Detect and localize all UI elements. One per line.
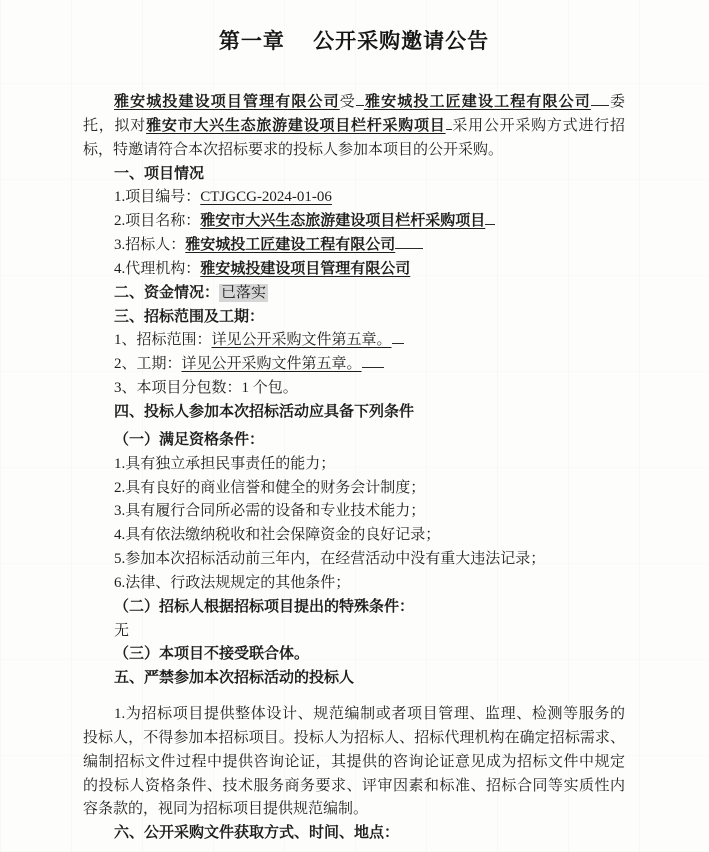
underline-pad: [392, 330, 404, 344]
package-label: 3、本项目分包数：: [114, 380, 242, 397]
duration-value: 详见公开采购文件第五章。: [181, 356, 362, 373]
intro-line-2: [83, 115, 625, 139]
agency-name: 雅安城投建设项目管理有限公司: [114, 94, 340, 110]
qualification-subheading: （一）满足资格条件：: [114, 431, 265, 448]
condition-item: 3.具有履行合同所必需的设备和专业技术能力；: [114, 503, 426, 520]
agent-row: [83, 258, 625, 282]
section-heading-scope: 三、招标范围及工期：: [114, 308, 265, 325]
section-heading-obtain: 六、公开采购文件获取方式、时间、地点：: [114, 825, 400, 842]
prohibited-paragraph-line: 投标人，不得参加本招标项目。投标人为招标人、招标代理机构在确定招标需求、: [83, 729, 625, 746]
project-name: 雅安市大兴生态旅游建设项目栏杆采购项目: [146, 117, 446, 134]
scope-label: 1、招标范围：: [114, 332, 212, 349]
underline-pad: [362, 354, 384, 368]
intro-entrust: 委: [608, 94, 625, 110]
prohibited-paragraph-line: 的投标人资格条件、技术服务商务要求、评审因素和标准、招标合同等实质性内: [83, 777, 625, 794]
underline-pad: [485, 211, 495, 225]
underline-pad: [591, 92, 609, 106]
project-number-row: [83, 186, 625, 210]
project-number-label: 1.项目编号：: [114, 189, 201, 206]
condition-item: 4.具有依法缴纳税收和社会保障资金的良好记录；: [114, 527, 441, 544]
fund-row: [83, 282, 625, 306]
intro-line-1: [83, 91, 625, 115]
scope-row: [83, 329, 625, 353]
agent-label: 4.代理机构：: [114, 260, 201, 277]
package-value: 1 个包。: [241, 380, 298, 397]
section-heading-project: 一、项目情况: [114, 165, 205, 182]
client-name: 雅安城投工匠建设工程有限公司: [363, 94, 591, 110]
page-title: 第一章 公开采购邀请公告: [218, 29, 490, 53]
special-conditions-subheading: （二）招标人根据招标项目提出的特殊条件：: [114, 598, 415, 615]
duration-row: [83, 353, 625, 377]
underline-pad: [395, 235, 423, 249]
tenderer-value: 雅安城投工匠建设工程有限公司: [185, 237, 396, 254]
consortium-subheading: （三）本项目不接受联合体。: [114, 646, 310, 663]
tenderer-row: [83, 234, 625, 258]
project-name-value: 雅安市大兴生态旅游建设项目栏杆采购项目: [200, 213, 486, 230]
project-name-label: 2.项目名称：: [114, 213, 201, 230]
fund-status: 已落实: [221, 284, 267, 301]
prohibited-paragraph-line: 容条款的，视同为招标项目提供规范编制。: [83, 801, 369, 818]
condition-item: 2.具有良好的商业信誉和健全的财务会计制度；: [114, 479, 426, 496]
scope-value: 详见公开采购文件第五章。: [211, 332, 392, 349]
special-conditions-value: 无: [114, 622, 130, 639]
prohibited-paragraph-line: 1.为招标项目提供整体设计、规范编制或者项目管理、监理、检测等服务的: [114, 706, 625, 723]
section-heading-requirements: 四、投标人参加本次招标活动应具备下列条件: [114, 403, 415, 420]
condition-item: 5.参加本次招标活动前三年内，在经营活动中没有重大违法记录；: [114, 551, 546, 568]
agent-value: 雅安城投建设项目管理有限公司: [200, 260, 411, 277]
package-row: [83, 377, 625, 401]
underline-pad: [356, 92, 364, 106]
intro-line-3: 标，特邀请符合本次招标要求的投标人参加本项目的公开采购。: [83, 141, 504, 158]
intro-lead: 托，拟对: [83, 117, 147, 134]
condition-item: 6.法律、行政法规规定的其他条件；: [114, 574, 351, 591]
condition-item: 1.具有独立承担民事责任的能力；: [114, 455, 336, 472]
duration-label: 2、工期：: [114, 356, 182, 373]
intro-receive: 受: [339, 94, 356, 110]
project-name-row: [83, 210, 625, 234]
project-number-value: CTJGCG-2024-01-06: [200, 189, 332, 206]
prohibited-paragraph-line: 编制招标文件过程中提供咨询论证，其提供的咨询论证意见成为招标文件中规定: [83, 753, 625, 770]
tenderer-label: 3.招标人：: [114, 237, 186, 254]
section-heading-prohibited: 五、严禁参加本次招标活动的投标人: [114, 670, 355, 687]
section-heading-fund: 二、资金情况：: [114, 284, 220, 301]
intro-tail: 采用公开采购方式进行招: [451, 117, 625, 134]
